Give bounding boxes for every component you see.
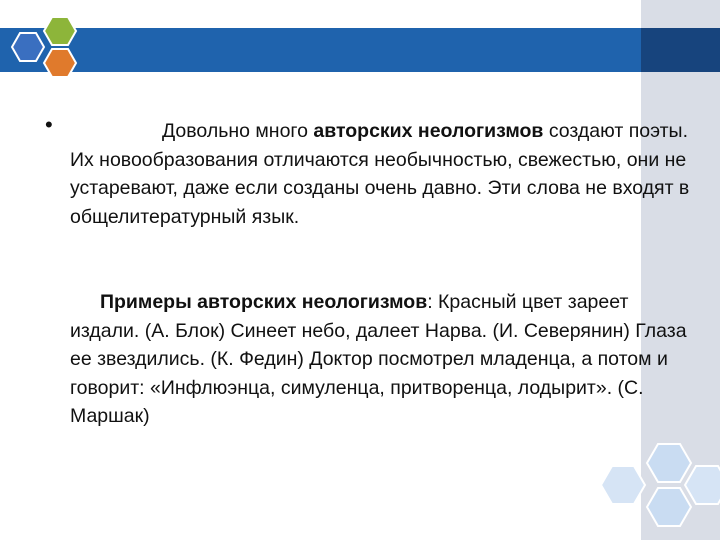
paragraph-examples (70, 288, 690, 431)
hex-light-icon (601, 466, 645, 504)
paragraph1-lead: Довольно много (162, 120, 314, 142)
paragraph1-rest: создают поэты. Их новообразования отличаются необычностью, свежестью, они не устаревают, даже если созданы очень давно. Эти слова не входят в общелитературный язык. (70, 120, 690, 228)
hexagon-logo (0, 0, 90, 90)
header-dark-tab (641, 28, 720, 72)
paragraph1-bold: авторских неологизмов (313, 120, 544, 142)
header-bar (0, 28, 720, 72)
paragraph-authors-neologisms (70, 117, 690, 231)
hex-light-icon (685, 466, 720, 504)
hex-light-icon (647, 488, 691, 526)
hex-orange-icon (44, 49, 76, 77)
hex-blue-icon (12, 33, 44, 61)
hex-light-icon (647, 444, 691, 482)
hexagon-decoration (596, 436, 720, 540)
bullet-marker: • (45, 112, 53, 137)
paragraph2-rest: : Красный цвет зареет издали. (А. Блок) Синеет небо, далеет Нарва. (И. Северянин) Глаза ее звездились. (К. Федин) Доктор посмотрел младенца, а потом и говорит: «Инфлюэнца, симуленца, притворенца, лодырит». (С. Маршак) (70, 291, 687, 427)
hex-green-icon (44, 17, 76, 45)
paragraph2-bold: Примеры авторских неологизмов (100, 291, 428, 313)
